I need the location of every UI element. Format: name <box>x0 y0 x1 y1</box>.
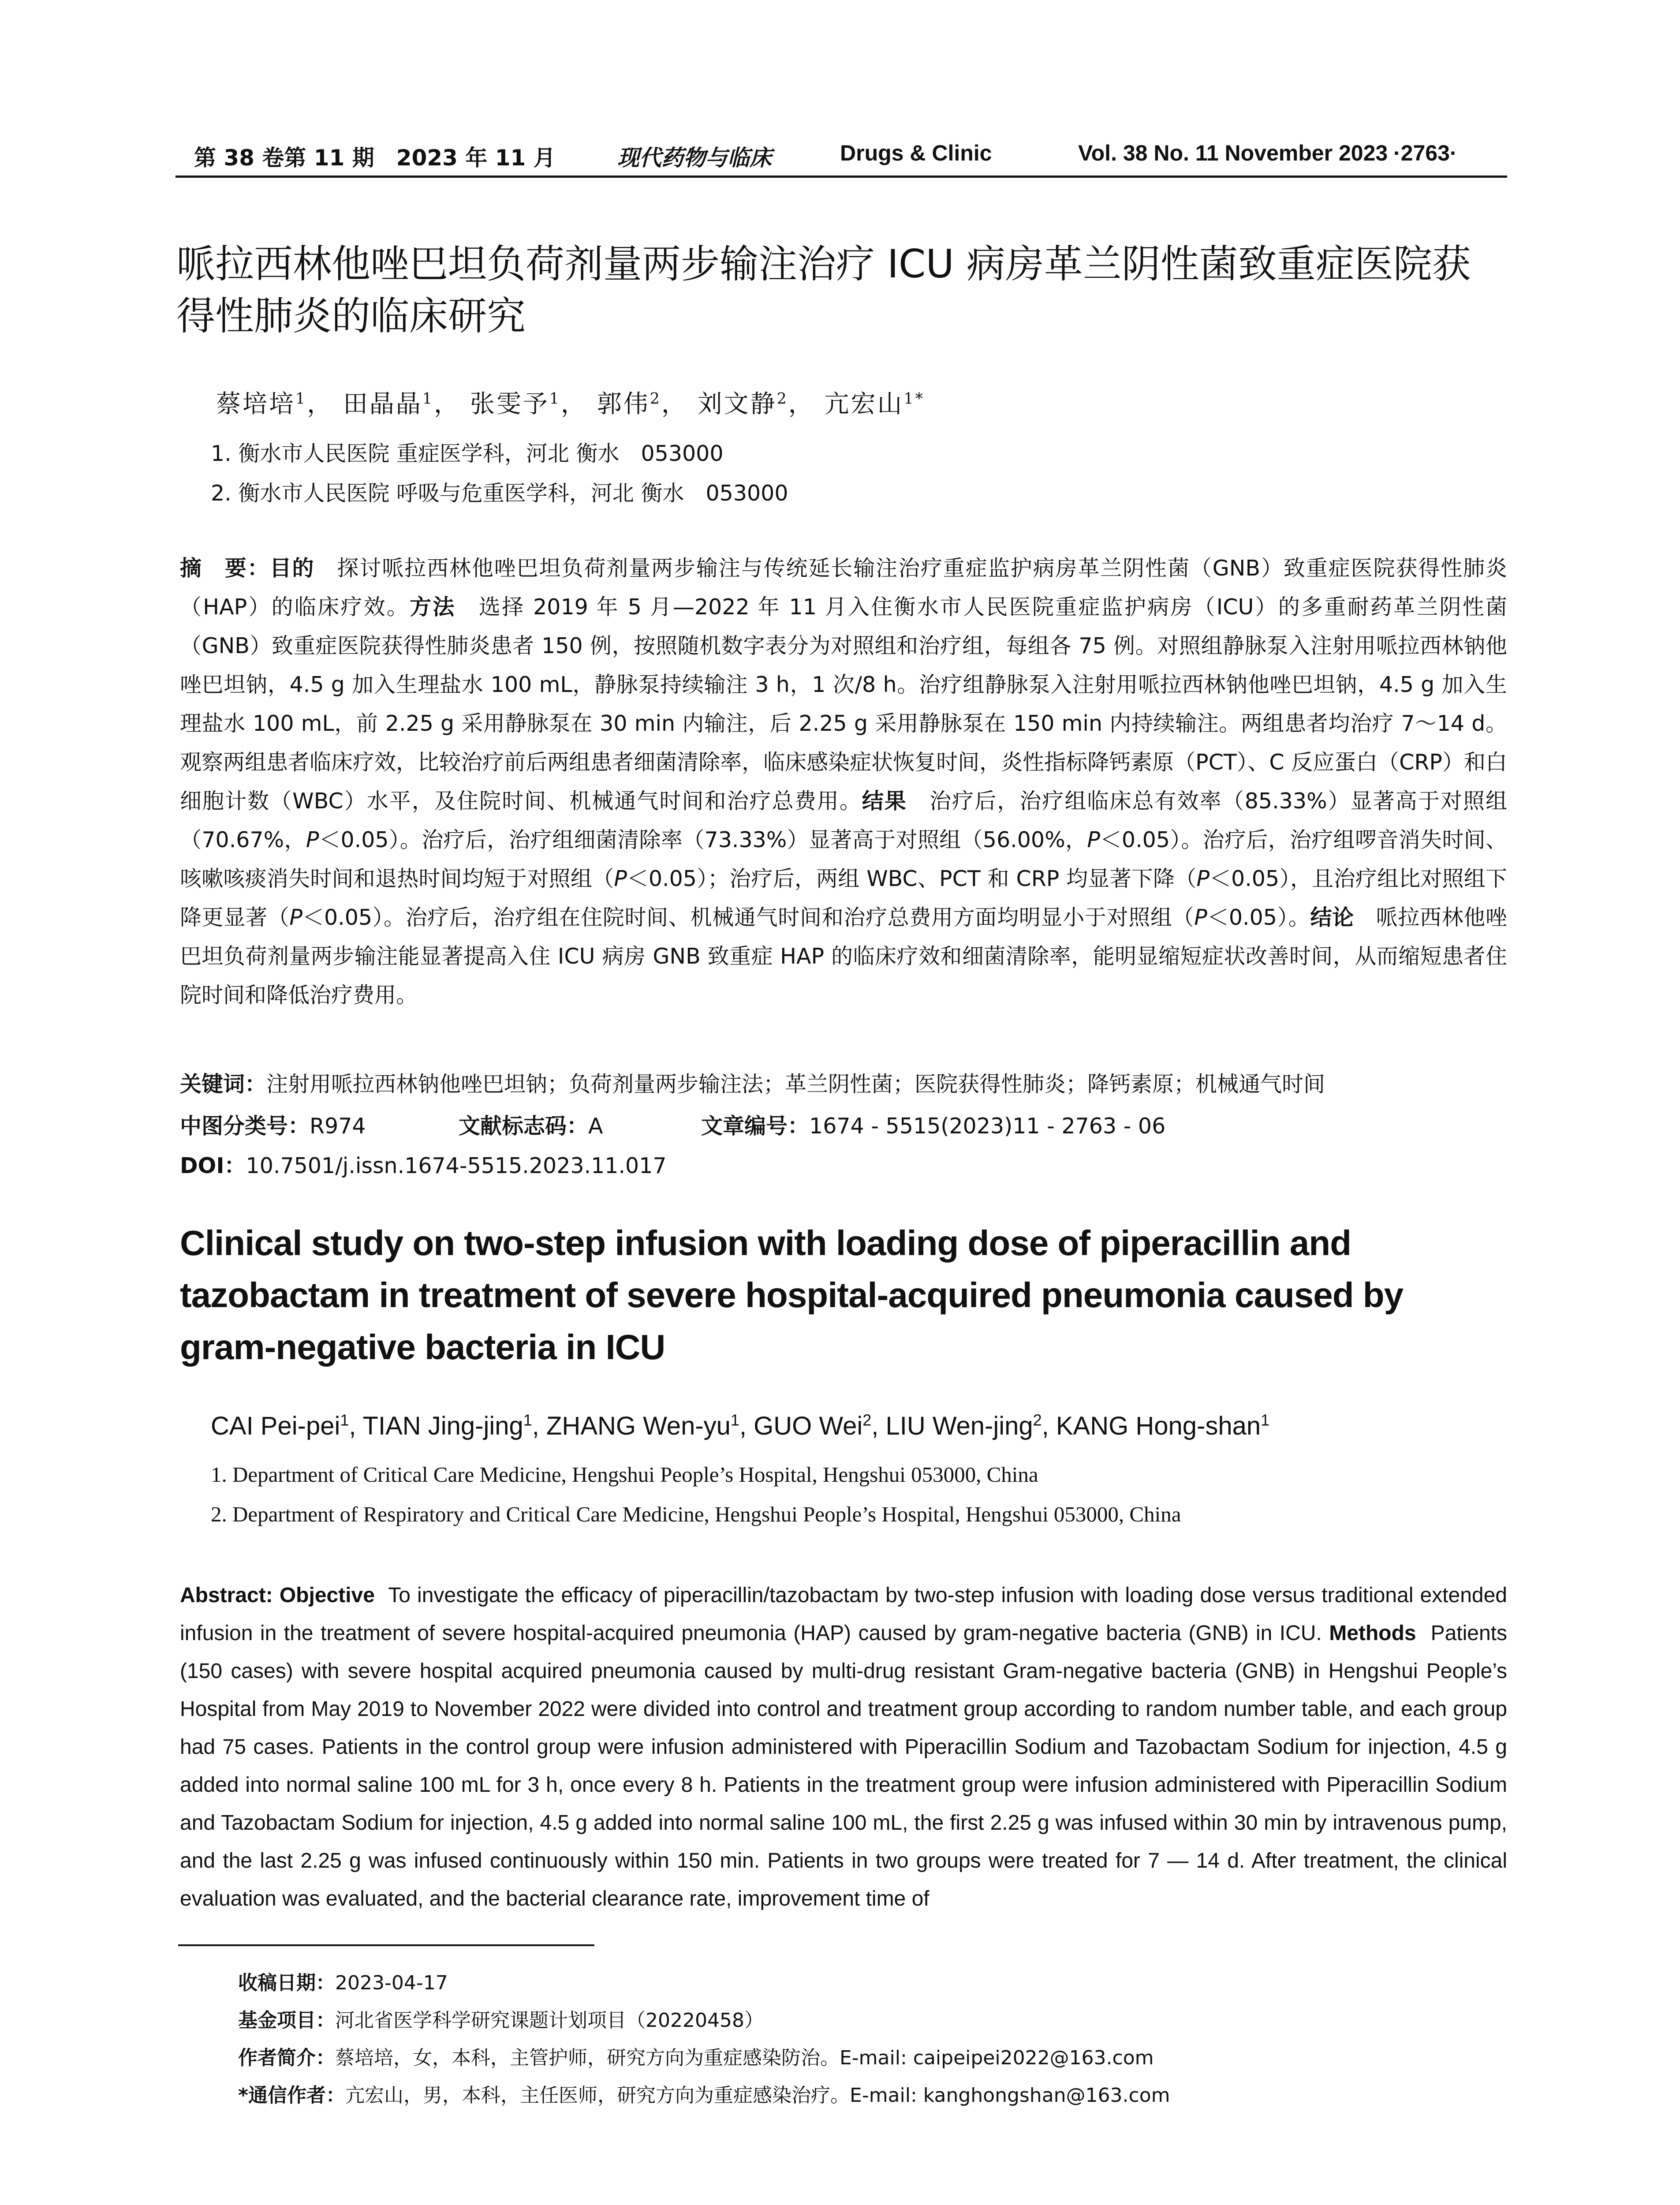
results-text: ＜0.05），且治疗组比对照组下降更显著（ <box>180 866 1507 930</box>
article-number-label: 文章编号： <box>701 1114 810 1139</box>
author-name: 郭伟 <box>597 390 650 419</box>
affiliation-cn-2: 2. 衡水市人民医院 呼吸与危重医学科，河北 衡水 053000 <box>211 481 788 506</box>
p-value-symbol: P <box>1087 827 1100 852</box>
article-number-value: 1674 - 5515(2023)11 - 2763 - 06 <box>809 1114 1166 1139</box>
results-label: 结果 <box>862 789 907 814</box>
document-code-value: A <box>588 1114 603 1139</box>
header-issue-cn: 第 38 卷第 11 期 2023 年 11 月 <box>194 145 556 171</box>
p-value-symbol: P <box>1194 905 1207 930</box>
p-value-symbol: P <box>1196 866 1210 891</box>
doi-link[interactable]: 10.7501/j.issn.1674-5515.2023.11.017 <box>246 1153 667 1178</box>
methods-label: 方法 <box>410 594 456 620</box>
footnote-text: 河北省医学科学研究课题计划项目（20220458） <box>335 2009 764 2032</box>
abstract-label: 摘 要： <box>180 556 270 581</box>
footnote-corresponding <box>238 2079 1170 2108</box>
author-affiliation-mark: 1 <box>1261 1411 1270 1429</box>
clc-field <box>180 1109 366 1140</box>
footnote-text: 2023-04-17 <box>335 1972 448 1994</box>
author-affiliation-mark: 2 <box>650 390 661 408</box>
document-code-label: 文献标志码： <box>459 1114 589 1139</box>
affiliation-en-2: 2. Department of Respiratory and Critical Care Medicine, Hengshui People’s Hospital, Hengshui 053000, China <box>211 1502 1181 1526</box>
clc-label: 中图分类号： <box>180 1114 310 1139</box>
author-name: 亢宏山 <box>824 390 904 419</box>
p-value-symbol: P <box>614 866 627 891</box>
p-value-symbol: P <box>306 827 319 852</box>
header-journal-en: Drugs & Clinic <box>840 141 992 165</box>
author-name: 刘文静 <box>697 390 777 419</box>
keywords-label: 关键词： <box>180 1072 267 1097</box>
footnote-label: 基金项目： <box>238 2009 335 2032</box>
article-number-field <box>701 1109 1165 1140</box>
author-affiliation-mark: 2 <box>862 1411 872 1429</box>
methods-en-label: Methods <box>1329 1622 1416 1645</box>
author-name: TIAN Jing-jing <box>362 1412 523 1440</box>
conclusion-text: 哌拉西林他唑巴坦负荷剂量两步输注能显著提高入住 ICU 病房 GNB 致重症 HAP 的临床疗效和细菌清除率，能明显缩短症状改善时间，从而缩短患者住院时间和降低治疗费用。 <box>180 905 1507 1008</box>
conclusion-label: 结论 <box>1310 905 1354 930</box>
header-journal-cn: 现代药物与临床 <box>617 145 772 171</box>
author-affiliation-mark: 1 <box>523 1411 532 1429</box>
affiliation-cn-1: 1. 衡水市人民医院 重症医学科，河北 衡水 053000 <box>211 441 724 466</box>
author-affiliation-mark: 2 <box>777 390 788 408</box>
keywords-cn <box>180 1067 1325 1098</box>
author-name: LIU Wen-jing <box>885 1412 1033 1440</box>
author-affiliation-mark: 1 <box>340 1411 349 1429</box>
objective-en-text: To investigate the efficacy of piperacillin/tazobactam by two-step infusion with loading dose versus traditional extended infusion in the treatment of severe hospital-acquired pneumonia (HAP) caused by gram-negative bacteria (GNB) in ICU. <box>180 1584 1507 1645</box>
footnote-label: 作者简介： <box>238 2047 335 2069</box>
author-list-cn: 蔡培培$^1$， 田晶晶$^1$， 张雯予$^1$， 郭伟$^2$， 刘文静$^2$， 亢宏山$^{1*}$ <box>216 390 925 419</box>
header-rule <box>175 176 1507 178</box>
author-name: ZHANG Wen-yu <box>546 1412 731 1440</box>
author-affiliation-mark: 1 <box>422 390 434 408</box>
footnote-rule <box>178 1944 594 1946</box>
author-affiliation-mark: 1 <box>730 1411 739 1429</box>
results-text: ＜0.05）。治疗后，治疗组在住院时间、机械通气时间和治疗总费用方面均明显小于对照组（ <box>302 905 1195 930</box>
p-value-symbol: P <box>289 905 302 930</box>
article-title-cn: 哌拉西林他唑巴坦负荷剂量两步输注治疗 ICU 病房革兰阴性菌致重症医院获得性肺炎的临床研究 <box>176 241 1471 339</box>
footnote-label: *通信作者： <box>238 2084 346 2107</box>
results-text: ＜0.05）。治疗后，治疗组细菌清除率（73.33%）显著高于对照组（56.00%， <box>319 827 1087 852</box>
footnote-text: 蔡培培，女，本科，主管护师，研究方向为重症感染防治。E-mail: caipeipei2022@163.com <box>335 2047 1154 2069</box>
header-issue-en: Vol. 38 No. 11 November 2023 <box>1078 141 1388 165</box>
results-text: 治疗后，治疗组临床总有效率（85.33%）显著高于对照组（70.67%， <box>180 789 1507 852</box>
footnote-text: 亢宏山，男，本科，主任医师，研究方向为重症感染治疗。E-mail: kanghongshan@163.com <box>345 2084 1170 2107</box>
abstract-en <box>180 1577 1507 1918</box>
author-affiliation-mark: 1 <box>295 390 307 408</box>
article-title-en: Clinical study on two-step infusion with loading dose of piperacillin and tazobactam in treatment of severe hospital-acquired pneumonia caused by gram-negative bacteria in ICU <box>180 1223 1404 1367</box>
author-affiliation-mark: 1* <box>903 390 925 408</box>
author-name: 蔡培培 <box>216 390 295 419</box>
objective-label: 目的 <box>269 556 315 581</box>
author-affiliation-mark: 1 <box>549 390 561 408</box>
document-code-field <box>459 1109 603 1140</box>
footnote-author-bio <box>238 2042 1154 2070</box>
abstract-en-label: Abstract: Objective <box>180 1584 375 1607</box>
abstract-cn <box>180 549 1507 1015</box>
results-text: ＜0.05）。 <box>1207 905 1310 930</box>
author-name: KANG Hong-shan <box>1056 1412 1261 1440</box>
methods-text: 选择 2019 年 5 月—2022 年 11 月入住衡水市人民医院重症监护病房（ICU）的多重耐药革兰阴性菌（GNB）致重症医院获得性肺炎患者 150 例，按照随机数字表分为对照组和治疗组，每组各 75 例。对照组静脉泵入注射用哌拉西林钠他唑巴坦钠，4.5 g 加入生理盐水 100 mL，静脉泵持续输注 3 h，1 次/8 h。治疗组静脉泵入注射用哌拉西林钠他唑巴坦钠，4.5 g 加入生理盐水 100 mL，前 2.25 g 采用静脉泵在 30 min 内输注，后 2.25 g 采用静脉泵在 150 min 内持续输注。两组患者均治疗 7～14 d。观察两组患者临床疗效，比较治疗前后两组患者细菌清除率，临床感染症状恢复时间，炎性指标降钙素原（PCT）、C 反应蛋白（CRP）和白细胞计数（WBC）水平，及住院时间、机械通气时间和治疗总费用。 <box>180 594 1507 814</box>
author-affiliation-mark: 2 <box>1033 1411 1042 1429</box>
author-name: GUO Wei <box>754 1412 863 1440</box>
author-list-en: CAI Pei-pei$^1$, TIAN Jing-jing$^1$, ZHANG Wen-$yu^1$, GUO Wei$^2$, LIU Wen-jing$^2$, KANG Hong-shan$^1$ <box>211 1411 1270 1440</box>
footnote-label: 收稿日期： <box>238 1972 335 1994</box>
doi-label: DOI： <box>180 1153 246 1178</box>
doi-field <box>180 1149 667 1180</box>
results-text: ＜0.05）；治疗后，两组 WBC、PCT 和 CRP 均显著下降（ <box>627 866 1197 891</box>
objective-text: 探讨哌拉西林他唑巴坦负荷剂量两步输注与传统延长输注治疗重症监护病房革兰阴性菌（GNB）致重症医院获得性肺炎（HAP）的临床疗效。 <box>180 556 1507 620</box>
keywords-text: 注射用哌拉西林钠他唑巴坦钠；负荷剂量两步输注法；革兰阴性菌；医院获得性肺炎；降钙素原；机械通气时间 <box>266 1072 1325 1097</box>
methods-en-text: Patients (150 cases) with severe hospital acquired pneumonia caused by multi-drug resistant Gram-negative bacteria (GNB) in Hengshui People’s Hospital from May 2019 to November 2022 were divided into control and treatment group according to random number table, and each group had 75 cases. Patients in the control group were infusion administered with Piperacillin Sodium and Tazobactam Sodium for injection, 4.5 g added into normal saline 100 mL for 3 h, once every 8 h. Patients in the treatment group were infusion administered with Piperacillin Sodium and Tazobactam Sodium for injection, 4.5 g added into normal saline 100 mL, the first 2.25 g was infused within 30 min by intravenous pump, and the last 2.25 g was infused continuously within 150 min. Patients in two groups were treated for 7 — 14 d. After treatment, the clinical evaluation was evaluated, and the bacterial clearance rate, improvement time of <box>180 1622 1507 1910</box>
results-text: ＜0.05）。治疗后，治疗组啰音消失时间、咳嗽咳痰消失时间和退热时间均短于对照组（ <box>180 827 1508 891</box>
author-name: 张雯予 <box>470 390 549 419</box>
author-name: CAI Pei-pei <box>211 1412 340 1440</box>
clc-value: R974 <box>310 1114 366 1139</box>
header-page-number: ·2763· <box>1393 141 1457 165</box>
affiliation-en-1: 1. Department of Critical Care Medicine, Hengshui People’s Hospital, Hengshui 053000, China <box>211 1462 1038 1487</box>
footnote-received <box>238 1967 448 1995</box>
footnote-funding <box>238 2004 764 2033</box>
author-name: 田晶晶 <box>343 390 422 419</box>
